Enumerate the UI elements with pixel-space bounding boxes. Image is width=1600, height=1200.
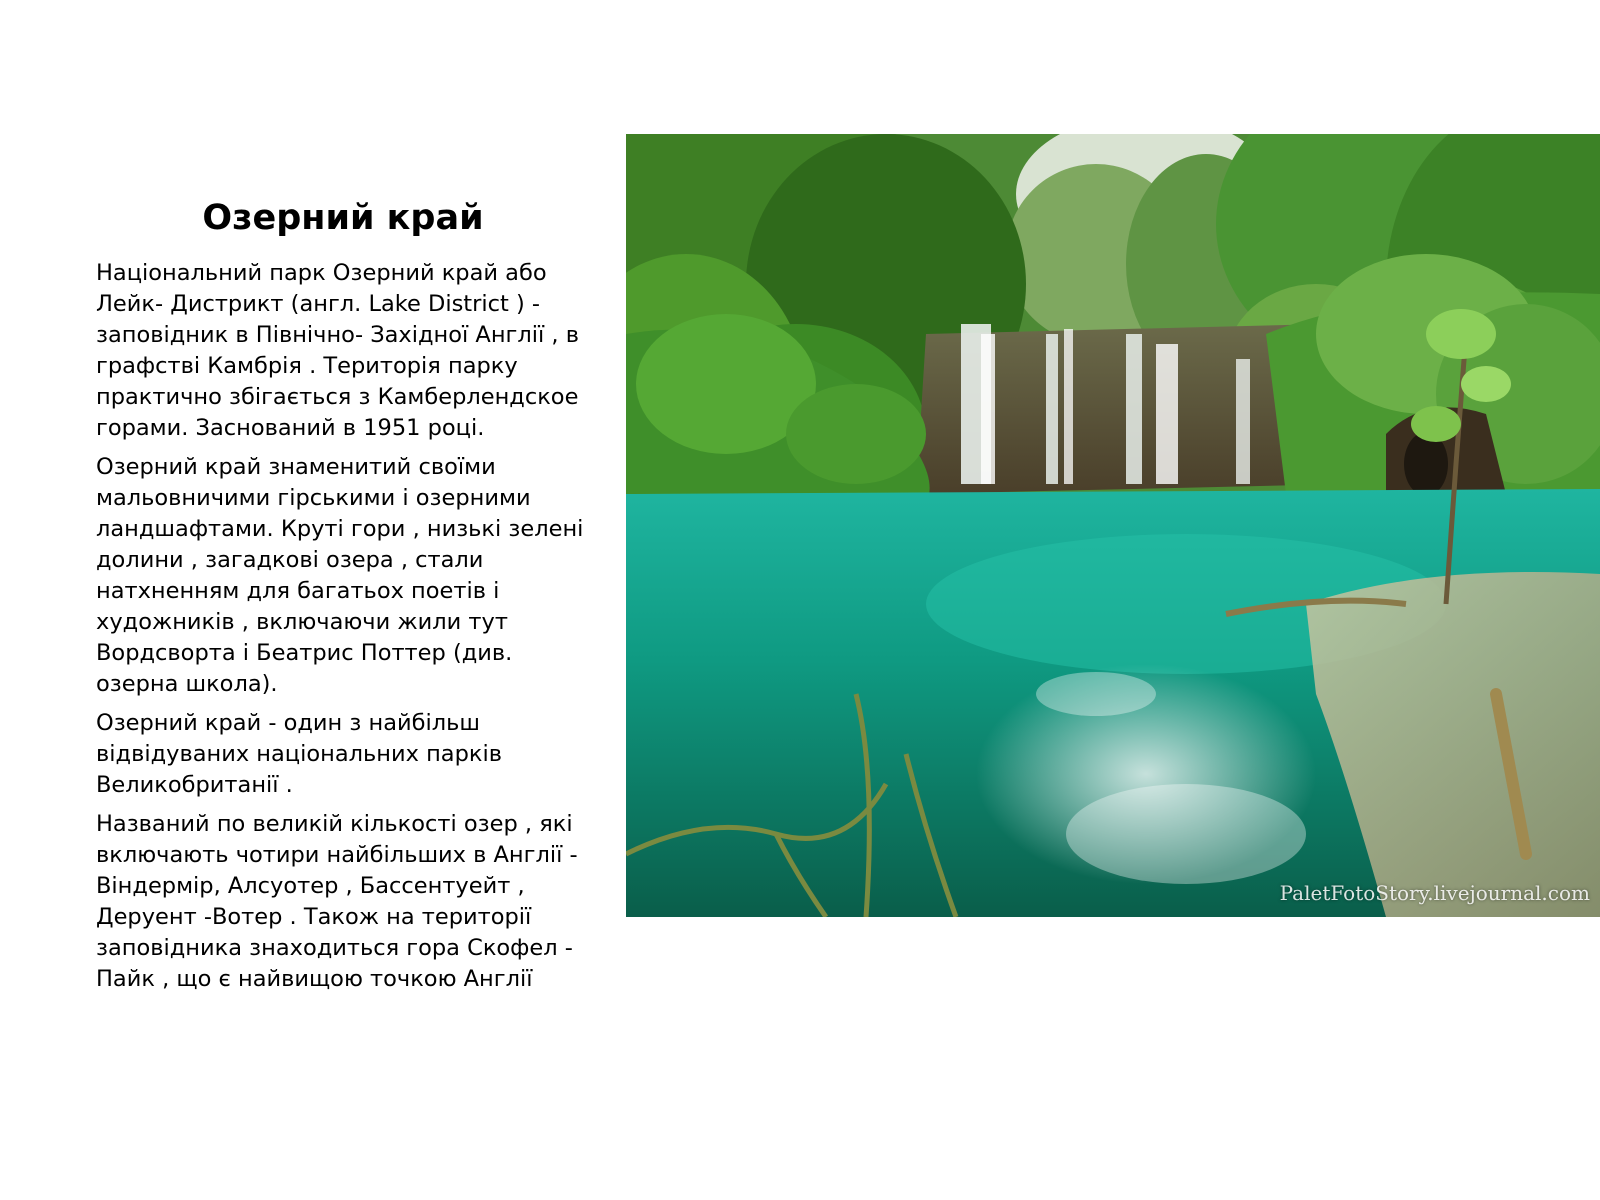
lake-waterfall-photo: [626, 134, 1600, 917]
paragraph-intro: Національний парк Озерний край або Лейк- Дистрикт (англ. Lake District ) - заповідник в Північно- Західної Англії , в графстві Камбрія . Територія парку практично збігається з Камберлендское горами. Заснований в 1951 році.: [96, 260, 579, 441]
paragraph-landscapes: Озерний край знаменитий своїми мальовничими гірськими і озерними ландшафтами. Круті гори , низькі зелені долини , загадкові озера , стали натхненням для багатьох поетів і художників , включаючи жили тут Вордсворта і Беатрис Поттер (див. озерна школа).: [96, 454, 584, 697]
paragraph-popularity: Озерний край - один з найбільш відвідуваних національних парків Великобританії .: [96, 710, 502, 798]
slide-title: Озерний край: [202, 198, 484, 238]
slide-body: [96, 258, 596, 1003]
paragraph-lakes: Названий по великій кількості озер , які включають чотири найбільших в Англії - Віндермір, Алсуотер , Бассентуейт , Деруент -Вотер . Також на території заповідника знаходиться гора Скофел - Пайк , що є найвищою точкою Англії: [96, 811, 578, 992]
photo-watermark: PaletFotoStory.livejournal.com: [1279, 881, 1590, 905]
lake-waterfall-illustration: [626, 134, 1600, 917]
